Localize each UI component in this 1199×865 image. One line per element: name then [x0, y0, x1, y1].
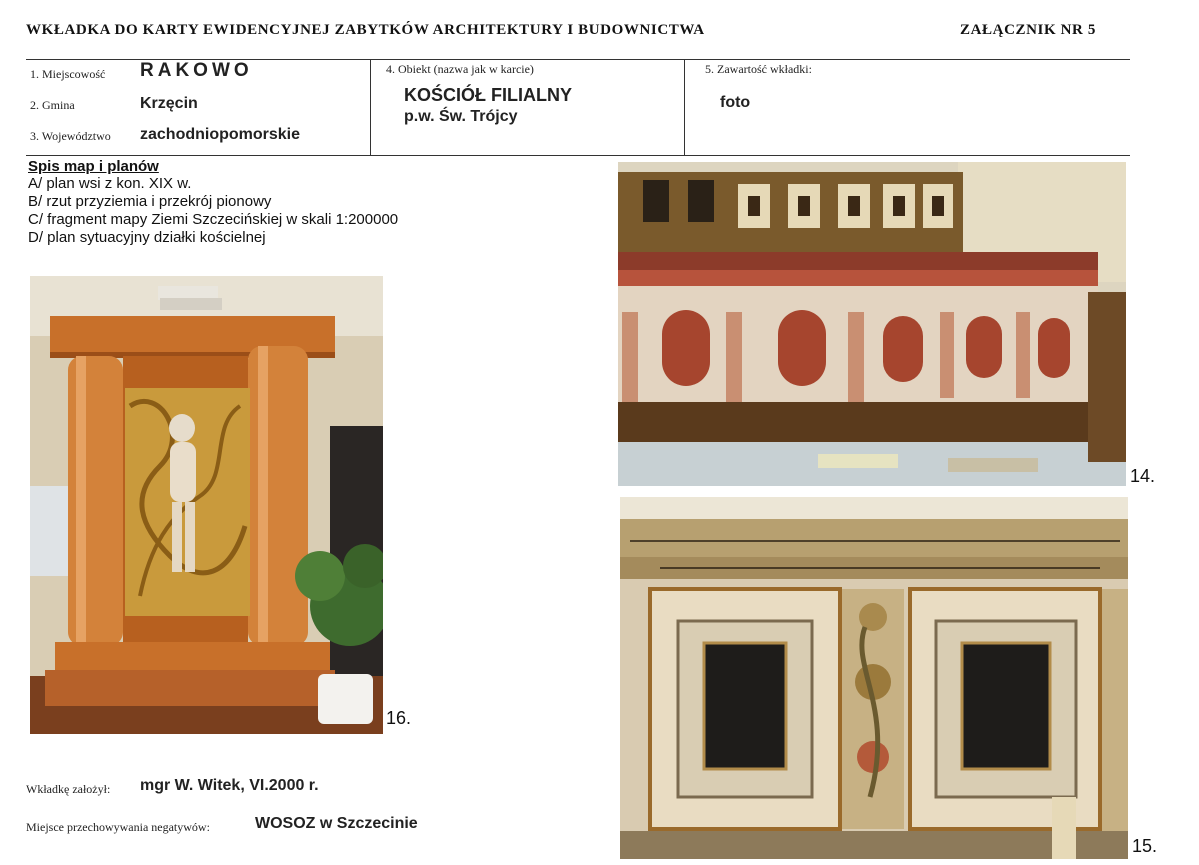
maps-list-title: Spis map i planów	[28, 158, 159, 175]
locality-label: 1. Miejscowość	[30, 67, 106, 81]
voivodeship-label: 3. Województwo	[30, 129, 111, 143]
author-label: Wkładkę założył:	[26, 782, 111, 796]
content-value: foto	[720, 94, 751, 111]
document-title: WKŁADKA DO KARTY EWIDENCYJNEJ ZABYTKÓW ARCHITEKTURY I BUDOWNICTWA	[26, 22, 705, 38]
author-value: mgr W. Witek, VI.2000 r.	[140, 777, 319, 794]
negatives-label: Miejsce przechowywania negatywów:	[26, 820, 210, 834]
maps-list	[28, 158, 398, 247]
list-item: C/ fragment mapy Ziemi Szczecińskiej w skali 1:200000	[28, 211, 399, 228]
locality-value: RAKOWO	[140, 60, 253, 81]
object-label: 4. Obiekt (nazwa jak w karcie)	[386, 62, 534, 76]
list-item: A/ plan wsi z kon. XIX w.	[28, 175, 192, 192]
negatives-value: WOSOZ w Szczecinie	[255, 815, 418, 832]
content-label: 5. Zawartość wkładki:	[705, 62, 812, 76]
list-item: B/ rzut przyziemia i przekrój pionowy	[28, 193, 272, 210]
form-bottom-rule	[26, 155, 1130, 156]
object-dedication: p.w. Św. Trójcy	[404, 108, 518, 125]
photo-number-15: 15.	[1132, 836, 1158, 856]
form-divider-2	[684, 59, 685, 156]
photo-number-16: 16.	[386, 708, 412, 728]
photo-panel	[620, 497, 1128, 859]
voivodeship-value: zachodniopomorskie	[140, 126, 301, 143]
commune-label: 2. Gmina	[30, 98, 75, 112]
photo-pews	[618, 162, 1126, 486]
list-item: D/ plan sytuacyjny działki kościelnej	[28, 229, 266, 246]
commune-value: Krzęcin	[140, 95, 198, 112]
form-divider-1	[370, 59, 371, 156]
photo-pulpit	[30, 276, 383, 734]
object-name: KOŚCIÓŁ FILIALNY	[404, 85, 572, 105]
photo-number-14: 14.	[1130, 466, 1156, 486]
annex-number: ZAŁĄCZNIK NR 5	[960, 22, 1096, 38]
